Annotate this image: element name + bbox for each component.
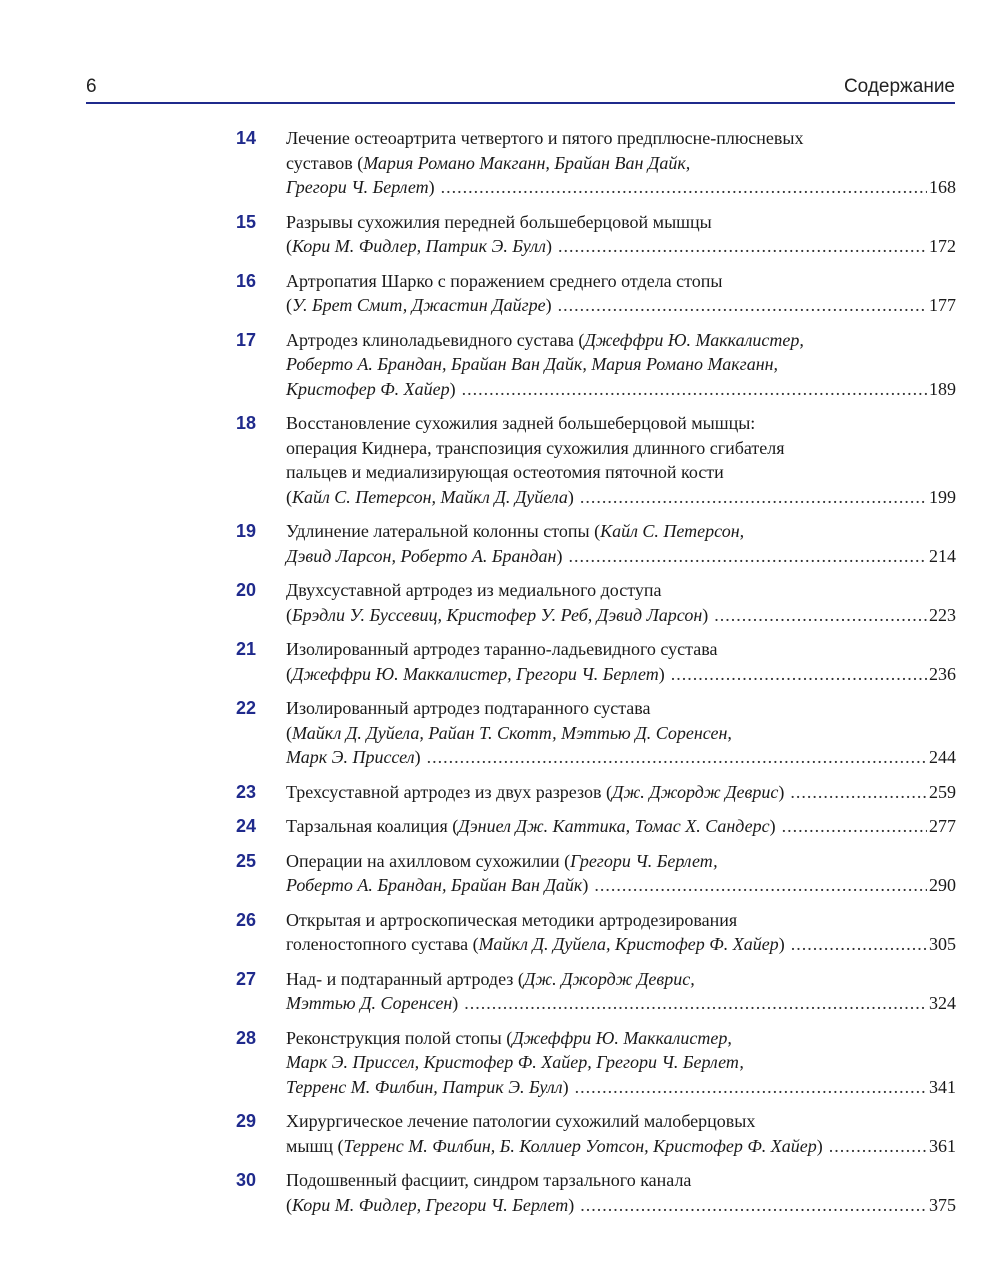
chapter-number: 16 bbox=[236, 270, 257, 291]
entry-title-line: Двухсуставной артродез из медиального доступа bbox=[286, 580, 662, 600]
chapter-number: 27 bbox=[236, 968, 257, 989]
entry-title-line: Трехсуставной артродез из двух разрезов (Дж. Джордж Деврис) bbox=[286, 781, 785, 802]
entry-title-line: операция Киднера, транспозиция сухожилия длинного сгибателя bbox=[286, 437, 785, 458]
toc-entry[interactable] bbox=[236, 328, 956, 402]
entry-final-line bbox=[286, 814, 956, 839]
chapter-number: 25 bbox=[236, 850, 257, 871]
entry-title-line: Дэвид Ларсон, Роберто А. Брандан) bbox=[286, 545, 563, 566]
entry-title-line: (У. Брет Смит, Джастин Дайгре) bbox=[286, 295, 552, 315]
entry-title-line: Артродез клиноладьевидного сустава (Джеффри Ю. Маккалистер, bbox=[286, 329, 804, 350]
entry-title-line: Марк Э. Приссел, Кристофер Ф. Хайер, Грегори Ч. Берлет, bbox=[286, 1052, 744, 1072]
entry-title-line: Операции на ахилловом сухожилии (Грегори Ч. Берлет, bbox=[286, 850, 718, 871]
page-reference[interactable]: 361 bbox=[929, 1135, 956, 1156]
entry-title-line: пальцев и медиализирующая остеотомия пяточной кости bbox=[286, 462, 724, 482]
entry-final-line bbox=[286, 780, 956, 805]
entry-title-line: Изолированный артродез таранно-ладьевидного сустава bbox=[286, 639, 718, 659]
page-reference[interactable]: 305 bbox=[929, 934, 956, 954]
entry-title-line: Лечение остеоартрита четвертого и пятого предплюсне-плюсневых bbox=[286, 128, 804, 148]
entry-title-line: Кристофер Ф. Хайер) bbox=[286, 378, 456, 399]
entry-final-line bbox=[286, 1075, 956, 1100]
chapter-number: 21 bbox=[236, 639, 257, 659]
dot-leader bbox=[441, 175, 927, 200]
entry-title-line: мышц (Терренс М. Филбин, Б. Коллиер Уотсон, Кристофер Ф. Хайер) bbox=[286, 1135, 823, 1156]
toc-entry[interactable] bbox=[236, 780, 956, 805]
entry-title-line: (Брэдли У. Буссевиц, Кристофер У. Реб, Дэвид Ларсон) bbox=[286, 604, 709, 625]
dot-leader bbox=[568, 544, 927, 569]
entry-title-line: Разрывы сухожилия передней большеберцовой мышцы bbox=[286, 211, 712, 232]
page-reference[interactable]: 177 bbox=[929, 295, 956, 315]
toc-entry[interactable] bbox=[236, 849, 956, 898]
dot-leader bbox=[580, 485, 927, 510]
entry-title-line: Тарзальная коалиция (Дэниел Дж. Каттика, Томас Х. Сандерс) bbox=[286, 816, 776, 836]
entry-title-line: Терренс М. Филбин, Патрик Э. Булл) bbox=[286, 1076, 569, 1097]
chapter-number: 26 bbox=[236, 909, 257, 930]
entry-final-line bbox=[286, 873, 956, 898]
dot-leader bbox=[714, 603, 927, 628]
chapter-number: 17 bbox=[236, 329, 257, 350]
chapter-number: 14 bbox=[236, 128, 257, 148]
entry-title-line: Изолированный артродез подтаранного сустава bbox=[286, 698, 651, 718]
table-of-contents bbox=[236, 126, 956, 1227]
dot-leader bbox=[580, 1193, 927, 1218]
toc-entry[interactable] bbox=[236, 967, 956, 1016]
entry-final-line bbox=[286, 932, 956, 957]
page-reference[interactable]: 214 bbox=[929, 545, 956, 566]
toc-entry[interactable] bbox=[236, 1109, 956, 1158]
page-reference[interactable]: 189 bbox=[929, 378, 956, 399]
toc-entry[interactable] bbox=[236, 519, 956, 568]
page-reference[interactable]: 236 bbox=[929, 663, 956, 684]
page-number: 6 bbox=[86, 76, 97, 97]
dot-leader bbox=[782, 814, 927, 839]
chapter-number: 30 bbox=[236, 1170, 257, 1190]
toc-entry[interactable] bbox=[236, 126, 956, 200]
entry-title-line: Реконструкция полой стопы (Джеффри Ю. Маккалистер, bbox=[286, 1027, 732, 1048]
page-reference[interactable]: 375 bbox=[929, 1194, 956, 1215]
dot-leader bbox=[427, 745, 927, 770]
page-reference[interactable]: 277 bbox=[929, 816, 956, 836]
entry-title-line: Над- и подтаранный артродез (Дж. Джордж Деврис, bbox=[286, 968, 695, 989]
dot-leader bbox=[464, 991, 927, 1016]
toc-entry[interactable] bbox=[236, 210, 956, 259]
chapter-number: 19 bbox=[236, 521, 257, 541]
chapter-number: 20 bbox=[236, 580, 257, 600]
page-reference[interactable]: 244 bbox=[929, 747, 956, 767]
toc-entry[interactable] bbox=[236, 908, 956, 957]
toc-entry[interactable] bbox=[236, 1168, 956, 1217]
page-reference[interactable]: 341 bbox=[929, 1076, 956, 1097]
chapter-number: 18 bbox=[236, 413, 257, 433]
entry-title-line: Марк Э. Приссел) bbox=[286, 747, 421, 767]
entry-title-line: (Кайл С. Петерсон, Майкл Д. Дуйела) bbox=[286, 486, 574, 507]
toc-entry[interactable] bbox=[236, 578, 956, 627]
entry-title-line: (Кори М. Фидлер, Грегори Ч. Берлет) bbox=[286, 1194, 575, 1215]
entry-title-line: (Кори М. Фидлер, Патрик Э. Булл) bbox=[286, 236, 552, 256]
page-reference[interactable]: 199 bbox=[929, 486, 956, 507]
chapter-number: 28 bbox=[236, 1027, 257, 1048]
toc-entry[interactable] bbox=[236, 269, 956, 318]
entry-title-line: суставов (Мария Романо Макганн, Брайан Ван Дайк, bbox=[286, 152, 691, 173]
entry-title-line: (Джеффри Ю. Маккалистер, Грегори Ч. Берлет) bbox=[286, 663, 665, 684]
page-header bbox=[86, 74, 955, 102]
chapter-number: 15 bbox=[236, 211, 257, 232]
entry-title-line: Открытая и артроскопическая методики артродезирования bbox=[286, 909, 738, 930]
entry-title-line: Роберто А. Брандан, Брайан Ван Дайк) bbox=[286, 875, 589, 895]
entry-title-line: Грегори Ч. Берлет) bbox=[286, 177, 435, 197]
entry-final-line bbox=[286, 1134, 956, 1159]
toc-entry[interactable] bbox=[236, 696, 956, 770]
entry-title-line: Удлинение латеральной колонны стопы (Кайл С. Петерсон, bbox=[286, 521, 745, 541]
toc-entry[interactable] bbox=[236, 814, 956, 839]
entry-title-line: Восстановление сухожилия задней большеберцовой мышцы: bbox=[286, 413, 756, 433]
entry-title-line: голеностопного сустава (Майкл Д. Дуйела, Кристофер Ф. Хайер) bbox=[286, 934, 785, 954]
toc-entry[interactable] bbox=[236, 1026, 956, 1100]
chapter-number: 24 bbox=[236, 816, 257, 836]
page-reference[interactable]: 168 bbox=[929, 177, 956, 197]
toc-entry[interactable] bbox=[236, 637, 956, 686]
entry-title-line: Хирургическое лечение патологии сухожилий малоберцовых bbox=[286, 1111, 756, 1131]
header-divider bbox=[86, 102, 955, 104]
page-reference[interactable]: 259 bbox=[929, 781, 956, 802]
dot-leader bbox=[790, 780, 927, 805]
toc-entry[interactable] bbox=[236, 411, 956, 509]
entry-title-line: Роберто А. Брандан, Брайан Ван Дайк, Мария Романо Макганн, bbox=[286, 354, 779, 374]
entry-final-line bbox=[286, 377, 956, 402]
entry-final-line bbox=[286, 662, 956, 687]
entry-final-line bbox=[286, 293, 956, 318]
dot-leader bbox=[829, 1134, 927, 1159]
entry-final-line bbox=[286, 544, 956, 569]
entry-final-line bbox=[286, 991, 956, 1016]
page-reference[interactable]: 324 bbox=[929, 993, 956, 1013]
entry-final-line bbox=[286, 603, 956, 628]
entry-final-line bbox=[286, 175, 956, 200]
entry-title-line: (Майкл Д. Дуйела, Райан Т. Скотт, Мэттью Д. Соренсен, bbox=[286, 722, 732, 743]
entry-title-line: Артропатия Шарко с поражением среднего отдела стопы bbox=[286, 270, 723, 291]
chapter-number: 23 bbox=[236, 781, 257, 802]
chapter-number: 29 bbox=[236, 1111, 257, 1131]
dot-leader bbox=[558, 234, 927, 259]
entry-final-line bbox=[286, 485, 956, 510]
dot-leader bbox=[558, 293, 927, 318]
dot-leader bbox=[671, 662, 927, 687]
entry-title-line: Подошвенный фасциит, синдром тарзального канала bbox=[286, 1170, 692, 1190]
page-reference[interactable]: 290 bbox=[929, 875, 956, 895]
section-title: Содержание bbox=[843, 76, 955, 97]
dot-leader bbox=[791, 932, 927, 957]
entry-final-line bbox=[286, 745, 956, 770]
entry-title-line: Мэттью Д. Соренсен) bbox=[286, 993, 459, 1013]
dot-leader bbox=[462, 377, 927, 402]
chapter-number: 22 bbox=[236, 698, 257, 718]
dot-leader bbox=[594, 873, 927, 898]
dot-leader bbox=[575, 1075, 927, 1100]
page-reference[interactable]: 223 bbox=[929, 604, 956, 625]
page-reference[interactable]: 172 bbox=[929, 236, 956, 256]
entry-final-line bbox=[286, 234, 956, 259]
entry-final-line bbox=[286, 1193, 956, 1218]
